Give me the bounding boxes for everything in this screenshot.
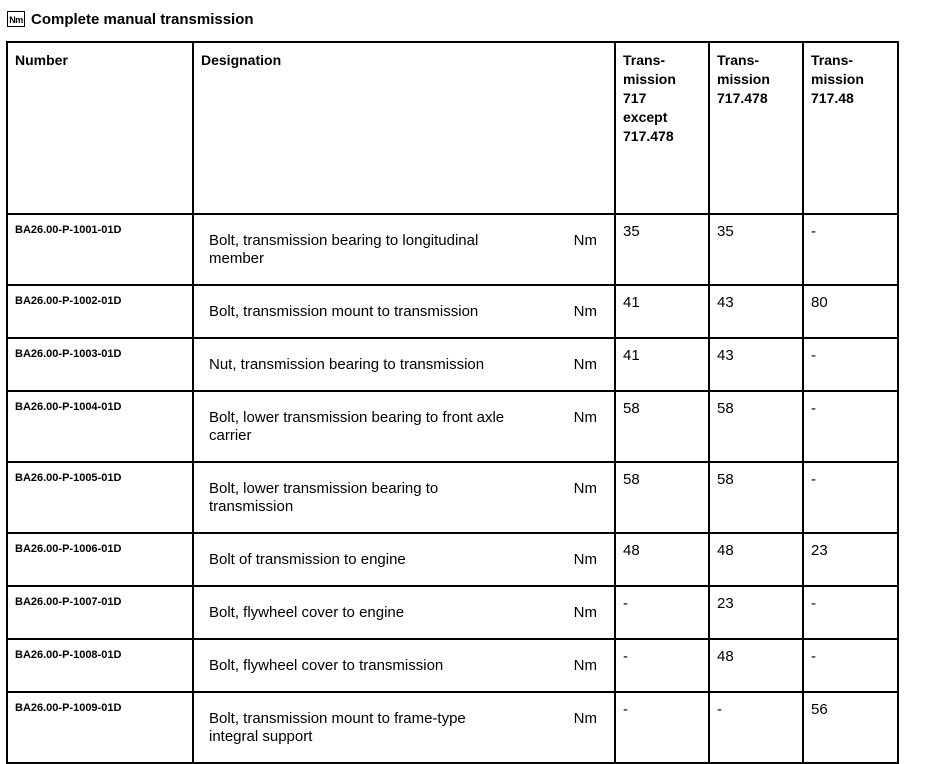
unit-label: Nm xyxy=(573,409,597,426)
value-717-48: 56 xyxy=(803,692,898,763)
value-717-except: 41 xyxy=(615,285,709,338)
value-717-except: 35 xyxy=(615,214,709,285)
designation-text: Bolt, transmission bearing to longitudinal member xyxy=(209,232,479,267)
section-heading xyxy=(7,8,254,30)
designation-text: Bolt, flywheel cover to engine xyxy=(209,604,405,621)
table-row xyxy=(7,533,898,586)
header-line: Trans- xyxy=(717,52,760,68)
value-717-except: 41 xyxy=(615,338,709,391)
designation-text: Bolt, lower transmission bearing to front axle carrier xyxy=(209,409,505,444)
torque-spec-table xyxy=(6,41,899,764)
value-717-478: 43 xyxy=(709,338,803,391)
table-row xyxy=(7,462,898,533)
designation-text: Bolt, lower transmission bearing to transmission xyxy=(209,480,439,515)
row-designation xyxy=(193,462,615,533)
table-row xyxy=(7,338,898,391)
header-transmission-717-except-717-478 xyxy=(615,42,709,214)
value-717-478: 23 xyxy=(709,586,803,639)
header-line: Trans- xyxy=(811,52,854,68)
row-number: BA26.00-P-1003-01D xyxy=(7,338,193,391)
designation-text: Bolt, transmission mount to transmission xyxy=(209,303,479,320)
value-717-478: 48 xyxy=(709,533,803,586)
table-row xyxy=(7,692,898,763)
unit-label: Nm xyxy=(573,356,597,373)
value-717-478: 58 xyxy=(709,391,803,462)
row-number: BA26.00-P-1009-01D xyxy=(7,692,193,763)
row-designation xyxy=(193,391,615,462)
header-transmission-717-478 xyxy=(709,42,803,214)
value-717-478: 48 xyxy=(709,639,803,692)
table-row xyxy=(7,639,898,692)
row-designation xyxy=(193,533,615,586)
row-designation xyxy=(193,639,615,692)
row-designation xyxy=(193,338,615,391)
table-header-row xyxy=(7,42,898,214)
designation-text: Bolt of transmission to engine xyxy=(209,551,406,568)
value-717-478: 35 xyxy=(709,214,803,285)
row-number: BA26.00-P-1007-01D xyxy=(7,586,193,639)
header-line: 717.48 xyxy=(811,90,854,106)
designation-text: Bolt, flywheel cover to transmission xyxy=(209,657,444,674)
value-717-478: 58 xyxy=(709,462,803,533)
value-717-48: - xyxy=(803,639,898,692)
header-line: mission xyxy=(811,71,864,87)
unit-label: Nm xyxy=(573,303,597,320)
header-line: 717.478 xyxy=(717,90,768,106)
header-line: 717 xyxy=(623,90,647,106)
section-title: Complete manual transmission xyxy=(31,10,254,28)
header-line: mission xyxy=(623,71,676,87)
value-717-478: - xyxy=(709,692,803,763)
unit-label: Nm xyxy=(573,551,597,568)
row-number: BA26.00-P-1008-01D xyxy=(7,639,193,692)
value-717-48: 80 xyxy=(803,285,898,338)
row-designation xyxy=(193,586,615,639)
header-line: Trans- xyxy=(623,52,666,68)
designation-text: Bolt, transmission mount to frame-type integral support xyxy=(209,710,466,745)
unit-label: Nm xyxy=(573,232,597,249)
header-designation: Designation xyxy=(193,42,615,214)
value-717-except: 58 xyxy=(615,391,709,462)
row-number: BA26.00-P-1006-01D xyxy=(7,533,193,586)
header-line: except xyxy=(623,109,668,125)
row-number: BA26.00-P-1002-01D xyxy=(7,285,193,338)
unit-label: Nm xyxy=(573,657,597,674)
row-designation xyxy=(193,214,615,285)
torque-nm-icon: Nm xyxy=(7,11,25,27)
value-717-48: - xyxy=(803,391,898,462)
value-717-478: 43 xyxy=(709,285,803,338)
value-717-48: - xyxy=(803,462,898,533)
unit-label: Nm xyxy=(573,480,597,497)
value-717-except: - xyxy=(615,692,709,763)
row-designation xyxy=(193,692,615,763)
value-717-48: - xyxy=(803,214,898,285)
row-number: BA26.00-P-1005-01D xyxy=(7,462,193,533)
header-line: mission xyxy=(717,71,770,87)
value-717-except: 58 xyxy=(615,462,709,533)
row-number: BA26.00-P-1001-01D xyxy=(7,214,193,285)
table-row xyxy=(7,391,898,462)
row-designation xyxy=(193,285,615,338)
value-717-48: 23 xyxy=(803,533,898,586)
header-number: Number xyxy=(7,42,193,214)
value-717-except: 48 xyxy=(615,533,709,586)
unit-label: Nm xyxy=(573,710,597,727)
designation-text: Nut, transmission bearing to transmission xyxy=(209,356,485,373)
value-717-48: - xyxy=(803,586,898,639)
header-line: 717.478 xyxy=(623,128,674,144)
header-transmission-717-48 xyxy=(803,42,898,214)
table-row xyxy=(7,586,898,639)
value-717-except: - xyxy=(615,586,709,639)
value-717-except: - xyxy=(615,639,709,692)
unit-label: Nm xyxy=(573,604,597,621)
row-number: BA26.00-P-1004-01D xyxy=(7,391,193,462)
table-row xyxy=(7,285,898,338)
table-row xyxy=(7,214,898,285)
value-717-48: - xyxy=(803,338,898,391)
